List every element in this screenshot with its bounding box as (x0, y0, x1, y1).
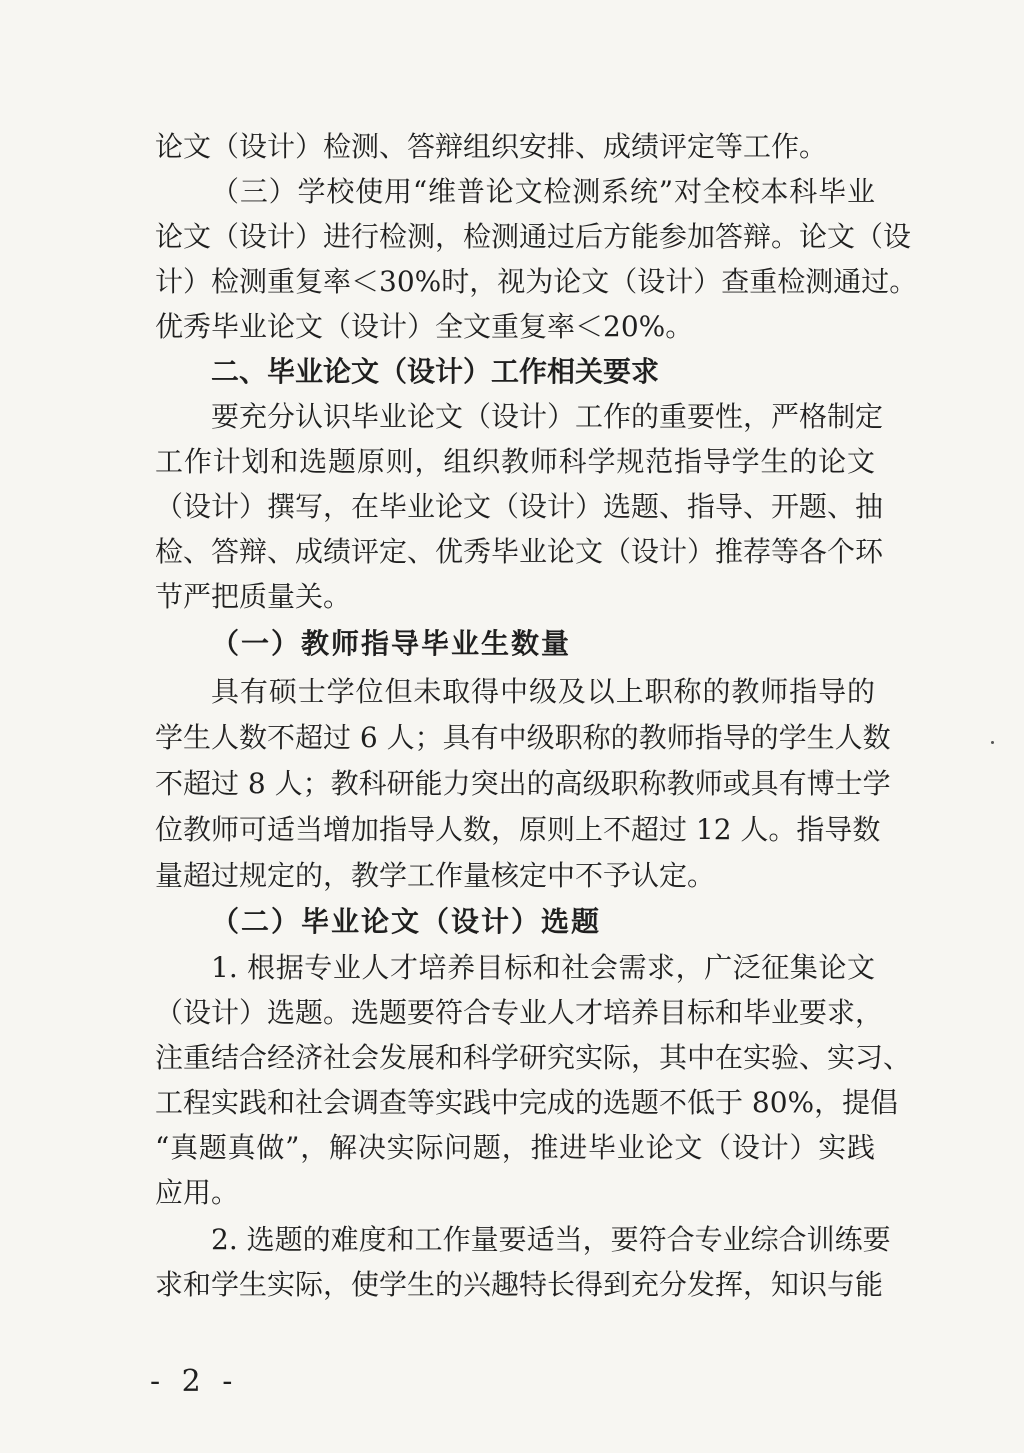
body-line-3: 论文（设计）进行检测，检测通过后方能参加答辩。论文（设 (155, 220, 912, 253)
body-line-16: 位教师可适当增加指导人数，原则上不超过 12 人。指导数 (155, 813, 881, 846)
page-number: - 2 - (150, 1364, 239, 1399)
body-line-23: “真题真做”，解决实际问题，推进毕业论文（设计）实践 (155, 1131, 875, 1164)
body-line-7: 要充分认识毕业论文（设计）工作的重要性，严格制定 (211, 400, 884, 433)
body-line-15: 不超过 8 人；教科研能力突出的高级职称教师或具有博士学 (155, 767, 891, 800)
body-line-1: 论文（设计）检测、答辩组织安排、成绩评定等工作。 (155, 130, 828, 163)
body-line-20: （设计）选题。选题要符合专业人才培养目标和毕业要求， (155, 996, 884, 1029)
body-line-5: 优秀毕业论文（设计）全文重复率＜20%。 (155, 310, 694, 343)
body-line-4: 计）检测重复率＜30%时，视为论文（设计）查重检测通过。 (155, 265, 918, 298)
body-line-10: 检、答辩、成绩评定、优秀毕业论文（设计）推荐等各个环 (155, 535, 884, 568)
body-line-2: （三）学校使用“维普论文检测系统”对全校本科毕业 (211, 175, 875, 208)
body-line-19: 1. 根据专业人才培养目标和社会需求，广泛征集论文 (211, 951, 875, 984)
body-line-9: （设计）撰写，在毕业论文（设计）选题、指导、开题、抽 (155, 490, 884, 523)
subsection-heading-1: （一）教师指导毕业生数量 (211, 627, 572, 660)
body-line-8: 工作计划和选题原则，组织教师科学规范指导学生的论文 (155, 445, 875, 478)
body-line-22: 工程实践和社会调查等实践中完成的选题不低于 80%，提倡 (155, 1086, 899, 1119)
body-line-26: 求和学生实际，使学生的兴趣特长得到充分发挥，知识与能 (155, 1268, 884, 1301)
body-line-13: 具有硕士学位但未取得中级及以上职称的教师指导的 (211, 675, 875, 708)
body-line-11: 节严把质量关。 (155, 580, 352, 613)
body-line-17: 量超过规定的，教学工作量核定中不予认定。 (155, 859, 716, 892)
body-line-25: 2. 选题的难度和工作量要适当，要符合专业综合训练要 (211, 1223, 891, 1256)
subsection-heading-2: （二）毕业论文（设计）选题 (211, 905, 602, 938)
scan-speck (991, 741, 994, 744)
section-heading-2: 二、毕业论文（设计）工作相关要求 (211, 355, 660, 388)
body-line-14: 学生人数不超过 6 人；具有中级职称的教师指导的学生人数 (155, 721, 891, 754)
body-line-24: 应用。 (155, 1176, 240, 1209)
body-line-21: 注重结合经济社会发展和科学研究实际，其中在实验、实习、 (155, 1041, 912, 1074)
